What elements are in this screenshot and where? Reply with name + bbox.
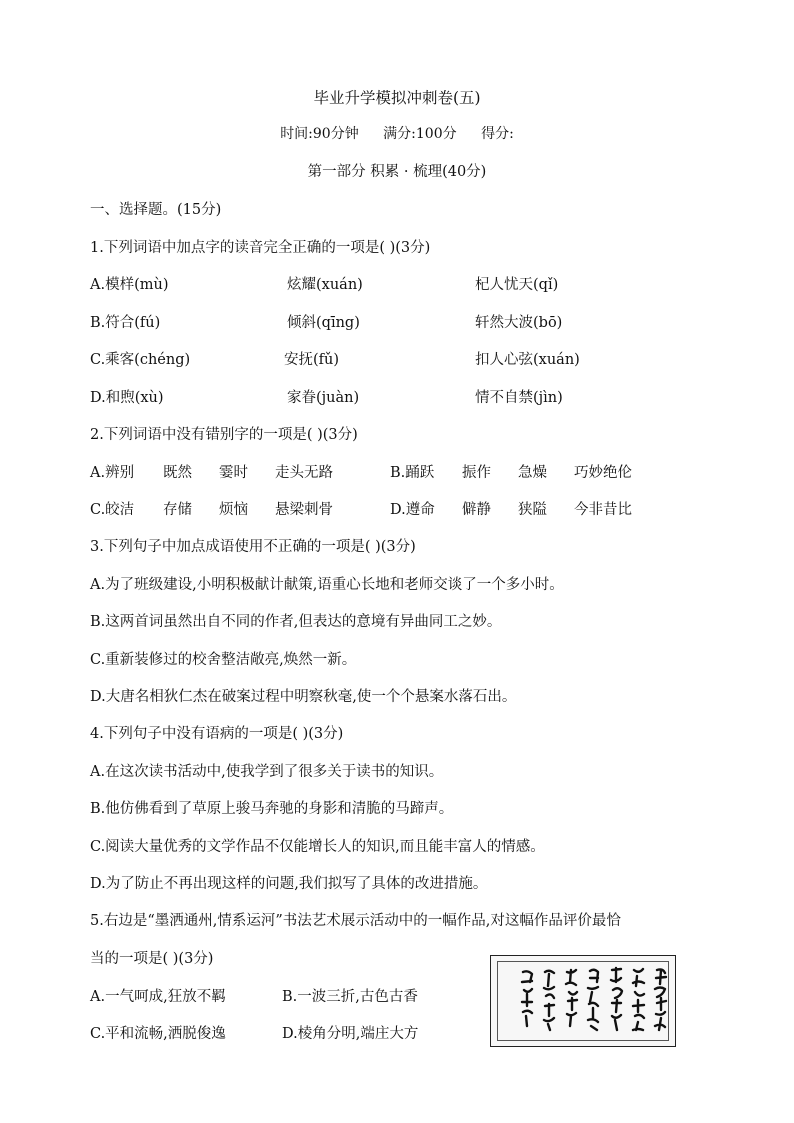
question-5-stem-cont: 当的一项是( )(3分) [90, 951, 214, 967]
q3-option-a: A.为了班级建设,小明积极献计献策,语重心长地和老师交谈了一个多小时。 [90, 577, 564, 593]
q2-word: 今非昔比 [574, 502, 632, 518]
q2-word: 狭隘 [518, 502, 547, 518]
q1-b-1: B.符合(fú) [90, 315, 161, 331]
q1-d-1: D.和煦(xù) [90, 390, 164, 406]
q2-word: 烦恼 [219, 502, 248, 518]
question-5-stem: 5.右边是“墨洒通州,情系运河”书法艺术展示活动中的一幅作品,对这幅作品评价最恰 [90, 913, 621, 929]
q2-word: 振作 [462, 465, 491, 481]
q2-word: 霎时 [219, 465, 248, 481]
q3-option-b: B.这两首词虽然出自不同的作者,但表达的意境有异曲同工之妙。 [90, 614, 502, 630]
q4-option-a: A.在这次读书活动中,使我学到了很多关于读书的知识。 [90, 764, 444, 780]
q1-c-1: C.乘客(chéng) [90, 352, 191, 368]
q2-word: 急燥 [518, 465, 547, 481]
exam-title: 毕业升学模拟冲刺卷(五) [313, 89, 481, 107]
q3-option-d: D.大唐名相狄仁杰在破案过程中明察秋毫,使一个个悬案水落石出。 [90, 689, 517, 705]
q1-d-3: 情不自禁(jìn) [475, 390, 563, 406]
question-4-stem: 4.下列句子中没有语病的一项是( )(3分) [90, 726, 344, 742]
q2-word: 巧妙绝伦 [574, 465, 632, 481]
q2-word: 走头无路 [275, 465, 333, 481]
calligraphy-strokes [491, 956, 675, 1046]
q4-option-c: C.阅读大量优秀的文学作品不仅能增长人的知识,而且能丰富人的情感。 [90, 839, 545, 855]
question-2-stem: 2.下列词语中没有错别字的一项是( )(3分) [90, 427, 358, 443]
q1-b-2: 倾斜(qīng) [287, 315, 360, 331]
q5-option-d: D.棱角分明,端庄大方 [282, 1026, 419, 1042]
score-field: 得分: [481, 126, 514, 142]
q1-c-3: 扣人心弦(xuán) [475, 352, 580, 368]
q2-word: A.辨别 [90, 465, 135, 481]
question-1-stem: 1.下列词语中加点字的读音完全正确的一项是( )(3分) [90, 240, 431, 256]
q2-word: C.皎洁 [90, 502, 135, 518]
q2-word: B.踊跃 [390, 465, 435, 481]
q1-a-1: A.模样(mù) [90, 277, 169, 293]
q4-option-d: D.为了防止不再出现这样的问题,我们拟写了具体的改进措施。 [90, 876, 488, 892]
q3-option-c: C.重新装修过的校舍整洁敞亮,焕然一新。 [90, 652, 357, 668]
q4-option-b: B.他仿佛看到了草原上骏马奔驰的身影和清脆的马蹄声。 [90, 801, 454, 817]
full-score: 满分:100分 [383, 126, 457, 142]
q2-word: D.遵命 [390, 502, 435, 518]
question-3-stem: 3.下列句子中加点成语使用不正确的一项是( )(3分) [90, 539, 416, 555]
q2-word: 存储 [163, 502, 192, 518]
q1-b-3: 轩然大波(bō) [475, 315, 563, 331]
q1-d-2: 家眷(juàn) [287, 390, 360, 406]
section-heading: 一、选择题。(15分) [90, 202, 222, 218]
exam-meta [0, 123, 794, 143]
q5-option-c: C.平和流畅,洒脱俊逸 [90, 1026, 226, 1042]
q1-c-2: 安抚(fǔ) [284, 352, 340, 368]
q1-a-2: 炫耀(xuán) [287, 277, 363, 293]
part-heading: 第一部分 积累 · 梳理(40分) [307, 164, 487, 180]
q2-word: 既然 [163, 465, 192, 481]
q1-a-3: 杞人忧天(qǐ) [475, 277, 559, 293]
time-limit: 时间:90分钟 [280, 126, 359, 142]
q5-option-b: B.一波三折,古色古香 [282, 989, 418, 1005]
calligraphy-artwork [490, 955, 676, 1047]
q5-option-a: A.一气呵成,狂放不羁 [90, 989, 226, 1005]
q2-word: 僻静 [462, 502, 491, 518]
q2-word: 悬梁刺骨 [275, 502, 333, 518]
